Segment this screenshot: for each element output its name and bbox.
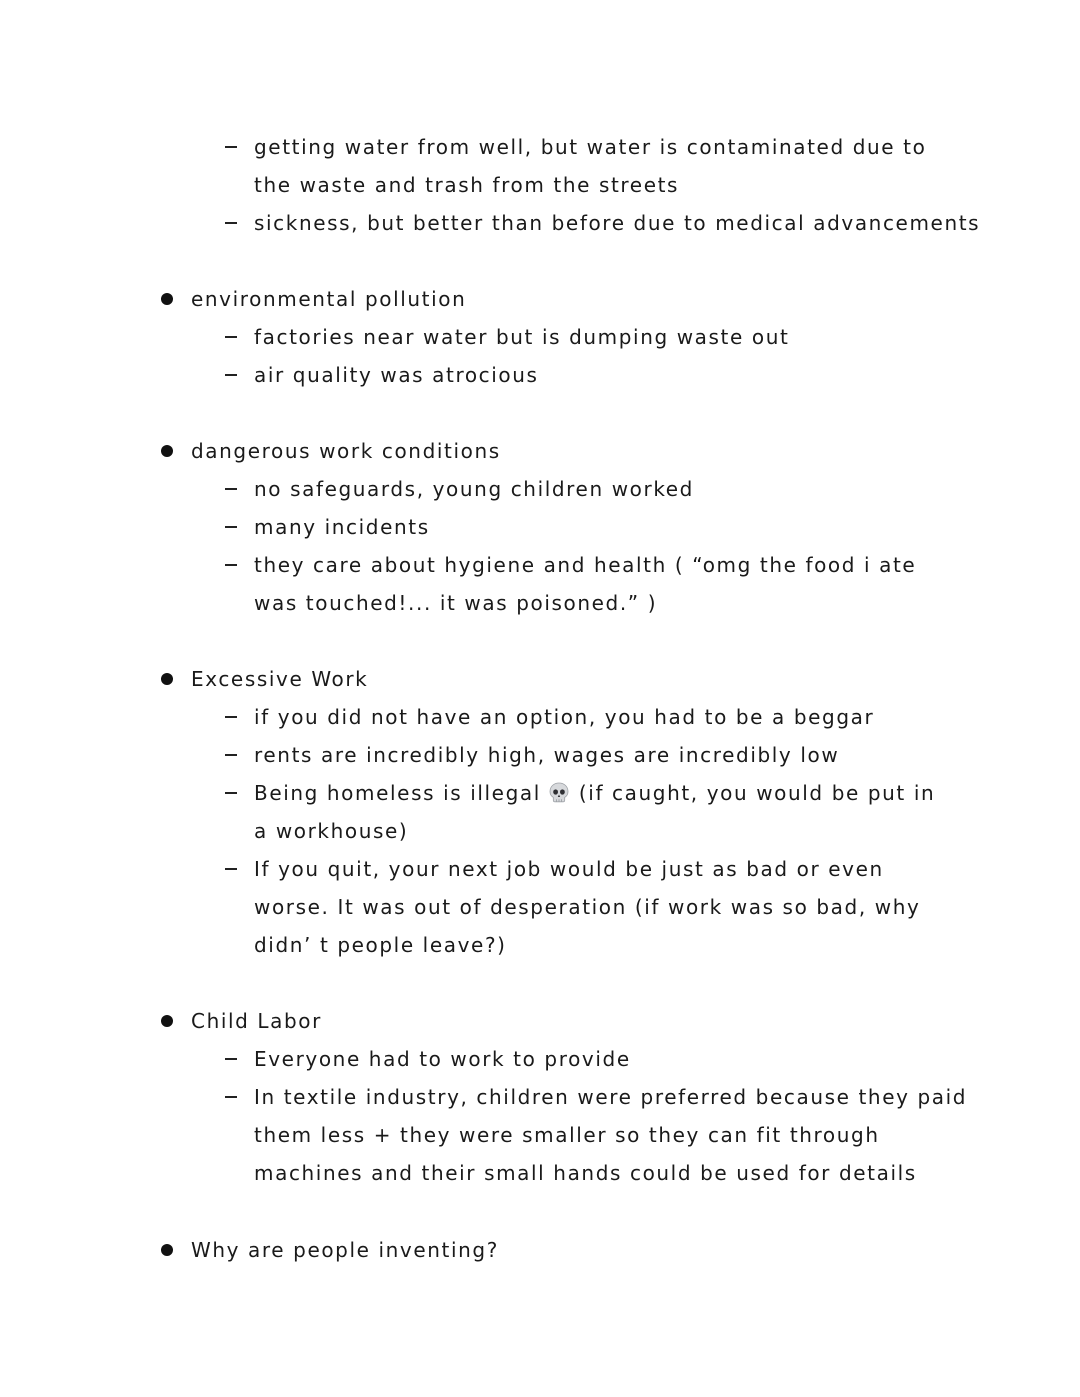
sub-item-line: worse. It was out of desperation (if work was so bad, why (254, 895, 921, 919)
sub-item-line: If you quit, your next job would be just as bad or even (254, 857, 884, 881)
sub-item-line: a workhouse) (254, 819, 409, 843)
sub-item-line: factories near water but is dumping waste out (254, 325, 790, 349)
dash-marker (225, 374, 237, 376)
bullet-heading: Excessive Work (191, 667, 369, 691)
skull-icon (547, 781, 571, 805)
dash-marker (225, 336, 237, 338)
dash-marker (225, 754, 237, 756)
sub-item-line: air quality was atrocious (254, 363, 539, 387)
dash-marker (225, 1096, 237, 1098)
dash-marker (225, 1058, 237, 1060)
sub-item-line: the waste and trash from the streets (254, 173, 680, 197)
bullet-heading: Child Labor (191, 1009, 322, 1033)
sub-item-line: rents are incredibly high, wages are incredibly low (254, 743, 840, 767)
sub-item-line: they care about hygiene and health ( “omg the food i ate (254, 553, 917, 577)
bullet-heading: environmental pollution (191, 287, 467, 311)
bullet-dot (161, 293, 173, 305)
dash-marker (225, 716, 237, 718)
bullet-dot (161, 673, 173, 685)
sub-item-line: getting water from well, but water is contaminated due to (254, 135, 927, 159)
dash-marker (225, 868, 237, 870)
sub-item-line: if you did not have an option, you had to be a beggar (254, 705, 875, 729)
dash-marker (225, 564, 237, 566)
sub-item-line: no safeguards, young children worked (254, 477, 694, 501)
dash-marker (225, 146, 237, 148)
sub-item-line: many incidents (254, 515, 430, 539)
sub-item-line: was touched!... it was poisoned.” ) (254, 591, 658, 615)
sub-item-line: them less + they were smaller so they can fit through (254, 1123, 880, 1147)
bullet-heading: Why are people inventing? (191, 1238, 499, 1262)
sub-item-line: didn’ t people leave?) (254, 933, 507, 957)
sub-item-text: (if caught, you would be put in (578, 781, 936, 805)
sub-item-line-with-icon (254, 774, 935, 812)
dash-marker (225, 526, 237, 528)
sub-item-line: In textile industry, children were preferred because they paid (254, 1085, 968, 1109)
sub-item-text: Being homeless is illegal (254, 781, 541, 805)
bullet-heading: dangerous work conditions (191, 439, 501, 463)
bullet-dot (161, 445, 173, 457)
dash-marker (225, 488, 237, 490)
sub-item-line: machines and their small hands could be used for details (254, 1161, 917, 1185)
dash-marker (225, 792, 237, 794)
sub-item-line: sickness, but better than before due to medical advancements (254, 211, 981, 235)
bullet-dot (161, 1015, 173, 1027)
sub-item-line: Everyone had to work to provide (254, 1047, 631, 1071)
bullet-dot (161, 1244, 173, 1256)
dash-marker (225, 222, 237, 224)
